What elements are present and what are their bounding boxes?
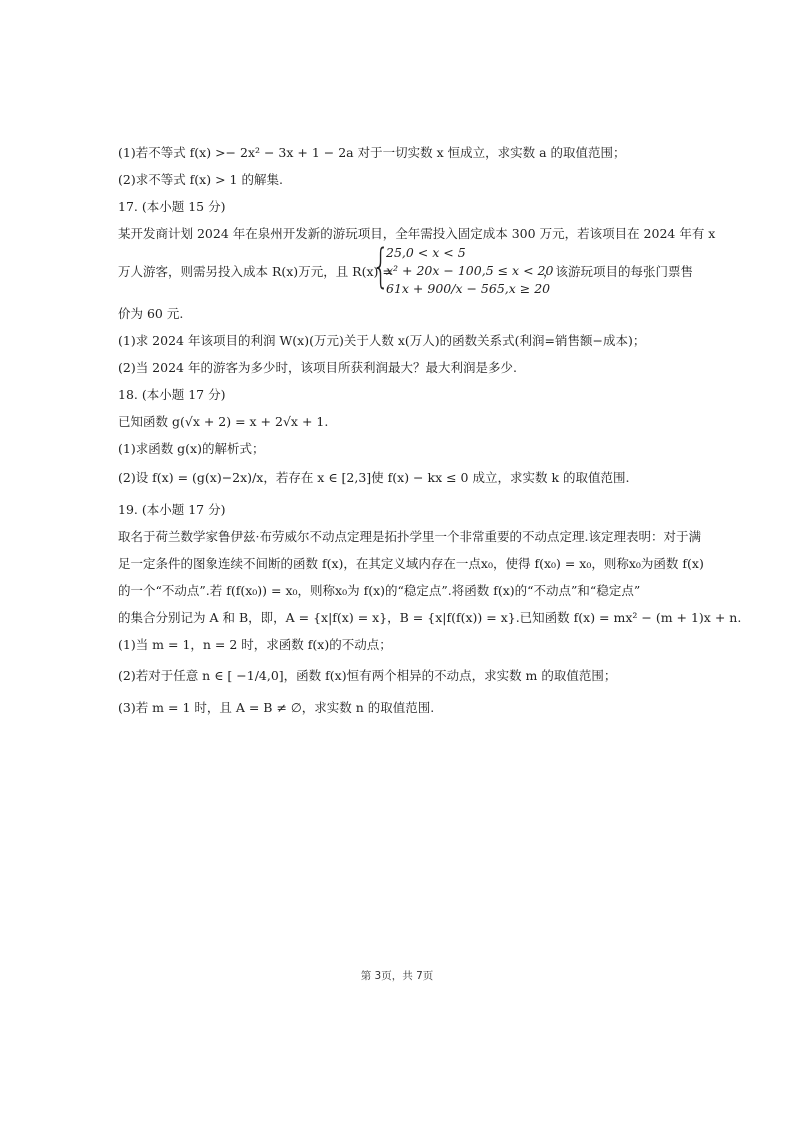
q17-stem-line2-tail: ，该游玩项目的每张门票售	[543, 264, 694, 279]
q17-header: 17. (本小题 15 分)	[118, 199, 226, 214]
piecewise-case-2: x² + 20x − 100,5 ≤ x < 20	[386, 263, 554, 278]
left-brace: {	[372, 239, 390, 293]
q17-stem-line2: 万人游客，则需另投入成本 R(x)万元，且 R(x) =	[118, 264, 393, 279]
q19-stem-line3: 的一个“不动点”.若 f(f(x₀)) = x₀，则称x₀为 f(x)的“稳定点”.将函数 f(x)的“不动点”和“稳定点”	[118, 583, 641, 598]
q17-stem-line1: 某开发商计划 2024 年在泉州开发新的游玩项目，全年需投入固定成本 300 万元，若该项目在 2024 年有 x	[118, 226, 716, 241]
q16-part2: (2)求不等式 f(x) > 1 的解集.	[118, 172, 283, 187]
q19-stem-line4: 的集合分别记为 A 和 B，即，A = {x|f(x) = x}，B = {x|f(f(x)) = x}.已知函数 f(x) = mx² − (m + 1)x + n.	[118, 610, 742, 625]
page-footer: 第 3页，共 7页	[360, 970, 434, 982]
q17-part2: (2)当 2024 年的游客为多少时，该项目所获利润最大？最大利润是多少.	[118, 360, 517, 375]
q17-stem-line3: 价为 60 元.	[118, 306, 184, 321]
q18-stem: 已知函数 g(√x + 2) = x + 2√x + 1.	[118, 414, 329, 429]
piecewise-case-3: 61x + 900/x − 565,x ≥ 20	[386, 281, 551, 296]
q18-header: 18. (本小题 17 分)	[118, 387, 226, 402]
piecewise-case-1: 25,0 < x < 5	[386, 245, 466, 260]
q18-part1: (1)求函数 g(x)的解析式；	[118, 441, 265, 456]
q19-header: 19. (本小题 17 分)	[118, 502, 226, 517]
q19-part1: (1)当 m = 1，n = 2 时，求函数 f(x)的不动点；	[118, 637, 392, 652]
q19-stem-line2: 足一定条件的图象连续不间断的函数 f(x)，在其定义域内存在一点x₀，使得 f(x₀) = x₀，则称x₀为函数 f(x)	[118, 556, 704, 571]
q19-part2: (2)若对于任意 n ∈ [ −1/4,0]，函数 f(x)恒有两个相异的不动点，求实数 m 的取值范围；	[118, 668, 617, 683]
q19-part3: (3)若 m = 1 时，且 A = B ≠ ∅，求实数 n 的取值范围.	[118, 700, 435, 715]
q18-part2: (2)设 f(x) = (g(x)−2x)/x，若存在 x ∈ [2,3]使 f(x) − kx ≤ 0 成立，求实数 k 的取值范围.	[118, 470, 630, 485]
q16-part1: (1)若不等式 f(x) >− 2x² − 3x + 1 − 2a 对于一切实数 x 恒成立，求实数 a 的取值范围；	[118, 145, 626, 160]
q17-part1: (1)求 2024 年该项目的利润 W(x)(万元)关于人数 x(万人)的函数关系式(利润=销售额−成本)；	[118, 333, 646, 348]
q19-stem-line1: 取名于荷兰数学家鲁伊兹·布劳威尔不动点定理是拓扑学里一个非常重要的不动点定理.该定理表明：对于满	[118, 529, 701, 544]
